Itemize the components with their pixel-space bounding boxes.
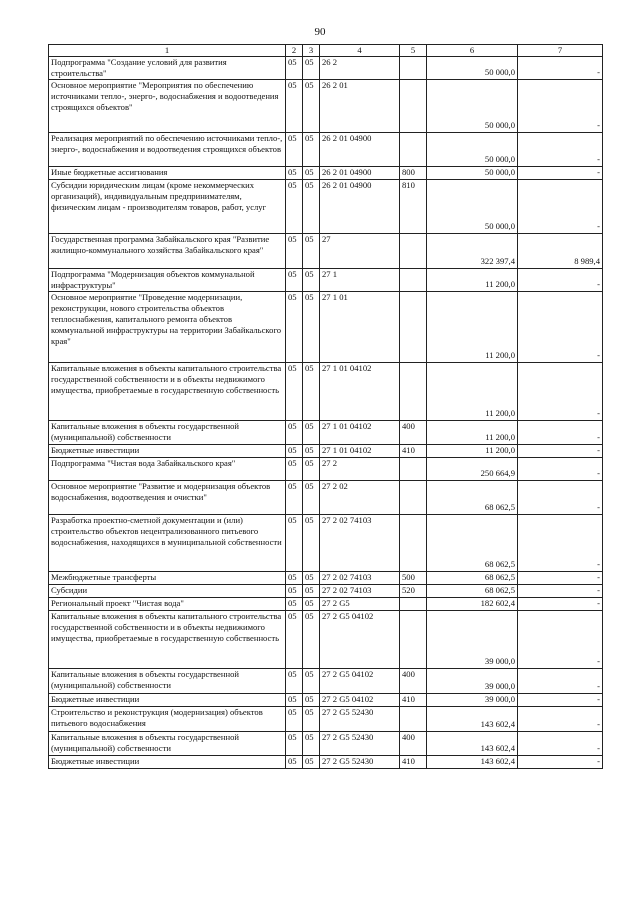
row-name-cell: Бюджетные инвестиции	[49, 445, 286, 458]
row-section-cell: 05	[286, 481, 303, 515]
row-subsection-cell: 05	[303, 756, 320, 769]
row-amount-cell: 182 602,4	[427, 598, 518, 611]
header-col-7: 7	[518, 45, 603, 57]
row-subsection-cell: 05	[303, 363, 320, 421]
row-amount-cell: 11 200,0	[427, 363, 518, 421]
row-section-cell: 05	[286, 515, 303, 572]
row-extra-amount-cell: -	[518, 458, 603, 481]
header-col-2: 2	[286, 45, 303, 57]
row-section-cell: 05	[286, 458, 303, 481]
row-extra-amount-cell: -	[518, 363, 603, 421]
row-name-cell: Реализация мероприятий по обеспечению источниками тепло-, энерго-, водоснабжения и водоотведения строящихся объектов	[49, 133, 286, 167]
table-row	[49, 585, 603, 598]
row-expense-type-cell: 810	[400, 180, 427, 234]
row-amount-cell: 68 062,5	[427, 572, 518, 585]
row-subsection-cell: 05	[303, 732, 320, 756]
page-number: 90	[314, 26, 326, 38]
row-amount-cell: 50 000,0	[427, 57, 518, 80]
row-extra-amount-cell: -	[518, 585, 603, 598]
row-subsection-cell: 05	[303, 598, 320, 611]
row-name-cell: Подпрограмма "Создание условий для развития строительства"	[49, 57, 286, 80]
row-expense-type-cell: 400	[400, 421, 427, 445]
row-subsection-cell: 05	[303, 669, 320, 694]
table-row	[49, 421, 603, 445]
row-target-article-cell: 27 2 G5 52430	[320, 707, 400, 732]
table-row	[49, 707, 603, 732]
row-section-cell: 05	[286, 732, 303, 756]
row-section-cell: 05	[286, 180, 303, 234]
row-expense-type-cell	[400, 458, 427, 481]
header-row	[49, 45, 603, 57]
row-extra-amount-cell: -	[518, 515, 603, 572]
row-expense-type-cell: 410	[400, 445, 427, 458]
row-amount-cell: 11 200,0	[427, 445, 518, 458]
row-section-cell: 05	[286, 585, 303, 598]
row-expense-type-cell: 410	[400, 756, 427, 769]
row-target-article-cell: 27 2 G5 04102	[320, 694, 400, 707]
row-name-cell: Субсидии юридическим лицам (кроме некоммерческих организаций), индивидуальным предпринимателям, физическим лицам - производителям товаров, работ, услуг	[49, 180, 286, 234]
row-amount-cell: 68 062,5	[427, 515, 518, 572]
row-amount-cell: 68 062,5	[427, 585, 518, 598]
row-name-cell: Капитальные вложения в объекты государственной (муниципальной) собственности	[49, 669, 286, 694]
row-extra-amount-cell: -	[518, 707, 603, 732]
row-name-cell: Подпрограмма "Чистая вода Забайкальского края"	[49, 458, 286, 481]
row-subsection-cell: 05	[303, 458, 320, 481]
row-amount-cell: 39 000,0	[427, 611, 518, 669]
row-extra-amount-cell: -	[518, 292, 603, 363]
row-section-cell: 05	[286, 269, 303, 292]
row-name-cell: Иные бюджетные ассигнования	[49, 167, 286, 180]
row-target-article-cell: 27 2	[320, 458, 400, 481]
row-extra-amount-cell: -	[518, 80, 603, 133]
row-target-article-cell: 27 1 01	[320, 292, 400, 363]
row-subsection-cell: 05	[303, 167, 320, 180]
row-name-cell: Подпрограмма "Модернизация объектов коммунальной инфраструктуры"	[49, 269, 286, 292]
row-expense-type-cell: 500	[400, 572, 427, 585]
table-row	[49, 363, 603, 421]
table-row	[49, 80, 603, 133]
row-extra-amount-cell: -	[518, 572, 603, 585]
row-extra-amount-cell: -	[518, 611, 603, 669]
table-row	[49, 669, 603, 694]
row-amount-cell: 39 000,0	[427, 694, 518, 707]
row-name-cell: Субсидии	[49, 585, 286, 598]
row-target-article-cell: 27 2 02 74103	[320, 572, 400, 585]
row-expense-type-cell	[400, 598, 427, 611]
header-col-1: 1	[49, 45, 286, 57]
row-amount-cell: 50 000,0	[427, 80, 518, 133]
row-name-cell: Капитальные вложения в объекты государственной (муниципальной) собственности	[49, 732, 286, 756]
row-target-article-cell: 27 2 G5 04102	[320, 669, 400, 694]
row-amount-cell: 143 602,4	[427, 707, 518, 732]
row-subsection-cell: 05	[303, 585, 320, 598]
row-extra-amount-cell: -	[518, 481, 603, 515]
row-target-article-cell: 26 2 01 04900	[320, 133, 400, 167]
row-extra-amount-cell: -	[518, 269, 603, 292]
row-extra-amount-cell: -	[518, 598, 603, 611]
row-expense-type-cell	[400, 707, 427, 732]
row-subsection-cell: 05	[303, 57, 320, 80]
header-col-3: 3	[303, 45, 320, 57]
row-amount-cell: 39 000,0	[427, 669, 518, 694]
row-section-cell: 05	[286, 572, 303, 585]
header-col-4: 4	[320, 45, 400, 57]
row-section-cell: 05	[286, 707, 303, 732]
row-section-cell: 05	[286, 756, 303, 769]
row-target-article-cell: 27 1 01 04102	[320, 421, 400, 445]
row-name-cell: Основное мероприятие "Развитие и модернизация объектов водоснабжения, водоотведения и очистки"	[49, 481, 286, 515]
row-extra-amount-cell: -	[518, 756, 603, 769]
row-target-article-cell: 26 2 01 04900	[320, 167, 400, 180]
table-row	[49, 572, 603, 585]
row-section-cell: 05	[286, 57, 303, 80]
row-section-cell: 05	[286, 363, 303, 421]
row-target-article-cell: 26 2 01 04900	[320, 180, 400, 234]
row-extra-amount-cell: -	[518, 57, 603, 80]
row-amount-cell: 250 664,9	[427, 458, 518, 481]
row-expense-type-cell: 400	[400, 732, 427, 756]
row-name-cell: Государственная программа Забайкальского края "Развитие жилищно-коммунального хозяйства Забайкальского края"	[49, 234, 286, 269]
row-section-cell: 05	[286, 598, 303, 611]
row-target-article-cell: 26 2	[320, 57, 400, 80]
row-name-cell: Капитальные вложения в объекты капитального строительства государственной собственности и в объекты недвижимого имущества, приобретаемые в государственную собственность	[49, 611, 286, 669]
row-amount-cell: 50 000,0	[427, 167, 518, 180]
header-col-6: 6	[427, 45, 518, 57]
row-name-cell: Строительство и реконструкция (модернизация) объектов питьевого водоснабжения	[49, 707, 286, 732]
row-subsection-cell: 05	[303, 611, 320, 669]
row-target-article-cell: 27	[320, 234, 400, 269]
row-amount-cell: 143 602,4	[427, 732, 518, 756]
row-name-cell: Основное мероприятие "Проведение модернизации, реконструкции, нового строительства объектов теплоснабжения, капитального ремонта объектов коммунальной инфраструктуры на территории Забайкальского края"	[49, 292, 286, 363]
row-target-article-cell: 27 2 G5 52430	[320, 732, 400, 756]
row-extra-amount-cell: -	[518, 669, 603, 694]
table-row	[49, 57, 603, 80]
row-section-cell: 05	[286, 421, 303, 445]
row-section-cell: 05	[286, 445, 303, 458]
row-name-cell: Межбюджетные трансферты	[49, 572, 286, 585]
row-section-cell: 05	[286, 611, 303, 669]
row-target-article-cell: 27 2 G5 52430	[320, 756, 400, 769]
row-name-cell: Капитальные вложения в объекты капитального строительства государственной собственности и в объекты недвижимого имущества, приобретаемые в государственную собственность	[49, 363, 286, 421]
row-amount-cell: 11 200,0	[427, 269, 518, 292]
row-target-article-cell: 27 1 01 04102	[320, 445, 400, 458]
row-name-cell: Региональный проект "Чистая вода"	[49, 598, 286, 611]
row-amount-cell: 11 200,0	[427, 421, 518, 445]
row-target-article-cell: 27 2 02 74103	[320, 515, 400, 572]
table-row	[49, 292, 603, 363]
row-target-article-cell: 27 1 01 04102	[320, 363, 400, 421]
table-row	[49, 167, 603, 180]
row-subsection-cell: 05	[303, 421, 320, 445]
row-section-cell: 05	[286, 234, 303, 269]
row-section-cell: 05	[286, 133, 303, 167]
row-section-cell: 05	[286, 669, 303, 694]
table-row	[49, 611, 603, 669]
table-row	[49, 133, 603, 167]
row-name-cell: Бюджетные инвестиции	[49, 694, 286, 707]
row-subsection-cell: 05	[303, 269, 320, 292]
row-subsection-cell: 05	[303, 445, 320, 458]
row-subsection-cell: 05	[303, 707, 320, 732]
row-target-article-cell: 27 2 G5	[320, 598, 400, 611]
row-subsection-cell: 05	[303, 515, 320, 572]
table-row	[49, 732, 603, 756]
table-row	[49, 756, 603, 769]
row-name-cell: Капитальные вложения в объекты государственной (муниципальной) собственности	[49, 421, 286, 445]
row-extra-amount-cell: -	[518, 167, 603, 180]
row-amount-cell: 68 062,5	[427, 481, 518, 515]
row-target-article-cell: 27 2 02	[320, 481, 400, 515]
row-subsection-cell: 05	[303, 180, 320, 234]
row-extra-amount-cell: 8 989,4	[518, 234, 603, 269]
row-subsection-cell: 05	[303, 694, 320, 707]
row-amount-cell: 50 000,0	[427, 180, 518, 234]
row-name-cell: Бюджетные инвестиции	[49, 756, 286, 769]
row-subsection-cell: 05	[303, 292, 320, 363]
row-expense-type-cell	[400, 481, 427, 515]
table-row	[49, 269, 603, 292]
row-section-cell: 05	[286, 694, 303, 707]
row-amount-cell: 322 397,4	[427, 234, 518, 269]
row-expense-type-cell	[400, 292, 427, 363]
row-section-cell: 05	[286, 292, 303, 363]
budget-table	[48, 44, 603, 769]
row-extra-amount-cell: -	[518, 133, 603, 167]
row-subsection-cell: 05	[303, 481, 320, 515]
row-expense-type-cell	[400, 515, 427, 572]
row-extra-amount-cell: -	[518, 445, 603, 458]
table-row	[49, 598, 603, 611]
table-row	[49, 234, 603, 269]
row-subsection-cell: 05	[303, 133, 320, 167]
row-expense-type-cell	[400, 57, 427, 80]
table-row	[49, 481, 603, 515]
row-extra-amount-cell: -	[518, 732, 603, 756]
row-subsection-cell: 05	[303, 80, 320, 133]
row-extra-amount-cell: -	[518, 421, 603, 445]
row-target-article-cell: 27 2 02 74103	[320, 585, 400, 598]
row-target-article-cell: 27 1	[320, 269, 400, 292]
row-amount-cell: 143 602,4	[427, 756, 518, 769]
table-row	[49, 694, 603, 707]
row-section-cell: 05	[286, 80, 303, 133]
row-expense-type-cell: 400	[400, 669, 427, 694]
row-extra-amount-cell: -	[518, 694, 603, 707]
row-name-cell: Основное мероприятие "Мероприятия по обеспечению источниками тепло-, энерго-, водоснабжения и водоотведения строящихся объектов"	[49, 80, 286, 133]
table-row	[49, 445, 603, 458]
row-expense-type-cell: 520	[400, 585, 427, 598]
row-expense-type-cell	[400, 611, 427, 669]
row-subsection-cell: 05	[303, 234, 320, 269]
row-extra-amount-cell: -	[518, 180, 603, 234]
row-target-article-cell: 27 2 G5 04102	[320, 611, 400, 669]
row-expense-type-cell	[400, 80, 427, 133]
row-expense-type-cell	[400, 269, 427, 292]
table-row	[49, 458, 603, 481]
row-subsection-cell: 05	[303, 572, 320, 585]
row-section-cell: 05	[286, 167, 303, 180]
row-amount-cell: 11 200,0	[427, 292, 518, 363]
row-target-article-cell: 26 2 01	[320, 80, 400, 133]
row-amount-cell: 50 000,0	[427, 133, 518, 167]
row-expense-type-cell	[400, 234, 427, 269]
row-expense-type-cell: 410	[400, 694, 427, 707]
row-expense-type-cell	[400, 133, 427, 167]
row-name-cell: Разработка проектно-сметной документации и (или) строительство объектов нецентрализованного питьевого водоснабжения, находящихся в муниципальной собственности	[49, 515, 286, 572]
header-col-5: 5	[400, 45, 427, 57]
row-expense-type-cell	[400, 363, 427, 421]
table-row	[49, 180, 603, 234]
row-expense-type-cell: 800	[400, 167, 427, 180]
table-row	[49, 515, 603, 572]
